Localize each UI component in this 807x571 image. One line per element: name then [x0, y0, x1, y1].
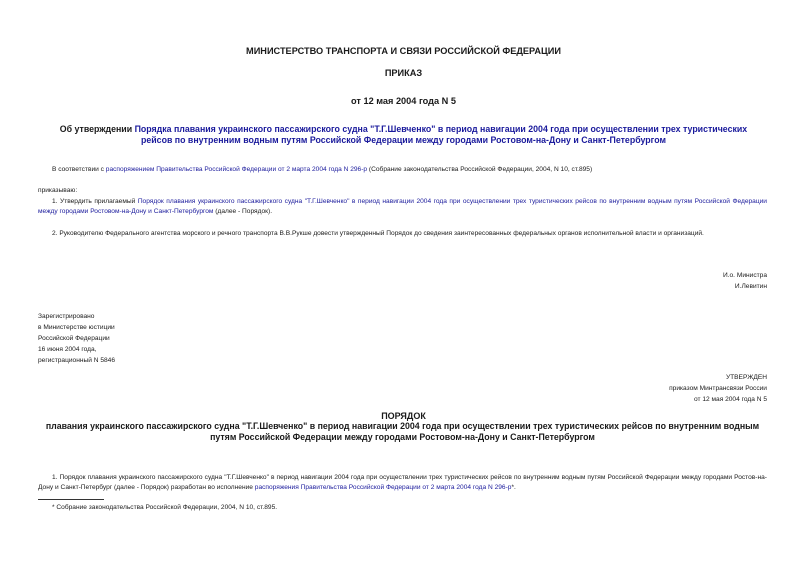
item-1-prefix: 1. Утвердить прилагаемый: [52, 198, 138, 205]
procedure-title: ПОРЯДОК: [381, 411, 426, 421]
approval-procedure-link[interactable]: Порядка плавания украинского пассажирского судна "Т.Г.Шевченко" в период навигации 2004 года при осуществлении трех туристических рейсов по внутренним водным путям Российской Федерации между городами Ростовом-на-Дону и Санкт-Петербургом: [134, 124, 748, 145]
footnote: * Собрание законодательства Российской Федерации, 2004, N 10, ст.895.: [52, 504, 278, 511]
procedure-government-order-link[interactable]: распоряжения Правительства Российской Федерации от 2 марта 2004 года N 296-р: [254, 484, 512, 491]
approved-line-2: приказом Минтрансвязи России: [669, 385, 767, 392]
signature-block: [560, 270, 767, 292]
approval-title-prefix: Об утверждении: [59, 124, 135, 134]
procedure-paragraph-1-suffix: *.: [511, 484, 516, 491]
procedure-paragraph-1: [38, 473, 767, 493]
ministry-heading: МИНИСТЕРСТВО ТРАНСПОРТА И СВЯЗИ РОССИЙСКОЙ ФЕДЕРАЦИИ: [246, 46, 561, 56]
procedure-paragraph-1-text: 1. Порядок плавания украинского пассажирского судна "Т.Г.Шевченко" в период навигации 2004 года при осуществлении трех туристических рейсов по внутренним водным путям Российской Федерации между городами Ростов-на-Дону и Санкт-Петербург (далее - Порядок) разработан во исполнение: [38, 474, 767, 491]
order-word: приказываю:: [38, 187, 78, 194]
approved-block: [520, 372, 767, 405]
item-2: 2. Руководителю Федерального агентства морского и речного транспорта В.В.Рукше довести утвержденный Порядок до сведения заинтересованных федеральных органов исполнительной власти и организаций.: [52, 230, 704, 237]
procedure-subtitle: плавания украинского пассажирского судна "Т.Г.Шевченко" в период навигации 2004 года при осуществлении трех туристических рейсов по внутренним водным путям Российской Федерации между городами Ростовом-на-Дону и Санкт-Петербургом: [45, 421, 760, 442]
item-1: [38, 197, 767, 217]
preamble-prefix: В соответствии с: [52, 166, 106, 173]
preamble: [52, 165, 772, 175]
approved-line-3: от 12 мая 2004 года N 5: [693, 396, 767, 403]
footnote-divider: [38, 499, 104, 500]
registration-line-4: 16 июня 2004 года,: [38, 346, 97, 353]
doc-type-heading: ПРИКАЗ: [384, 68, 423, 78]
approval-title: [50, 124, 757, 146]
registration-line-2: в Министерстве юстиции: [38, 324, 115, 331]
signature-name: И.Левитин: [734, 283, 767, 290]
registration-line-5: регистрационный N 5846: [38, 357, 116, 364]
item-1-suffix: (далее - Порядок).: [213, 208, 273, 215]
procedure-link[interactable]: Порядок плавания украинского пассажирского судна "Т.Г.Шевченко" в период навигации 2004 года при осуществлении трех туристических рейсов по внутренним водным путям Российской Федерации между городами Ростовом-на-Дону и Санкт-Петербургом: [38, 198, 767, 215]
registration-block: [38, 311, 115, 366]
preamble-suffix: (Собрание законодательства Российской Федерации, 2004, N 10, ст.895): [367, 166, 593, 173]
government-order-link[interactable]: распоряжением Правительства Российской Федерации от 2 марта 2004 года N 296-р: [105, 166, 368, 173]
signature-position: И.о. Министра: [722, 272, 767, 279]
registration-line-3: Российской Федерации: [38, 335, 110, 342]
order-date-number: от 12 мая 2004 года N 5: [351, 96, 456, 106]
approved-line-1: УТВЕРЖДЕН: [725, 374, 767, 381]
registration-line-1: Зарегистрировано: [38, 313, 95, 320]
